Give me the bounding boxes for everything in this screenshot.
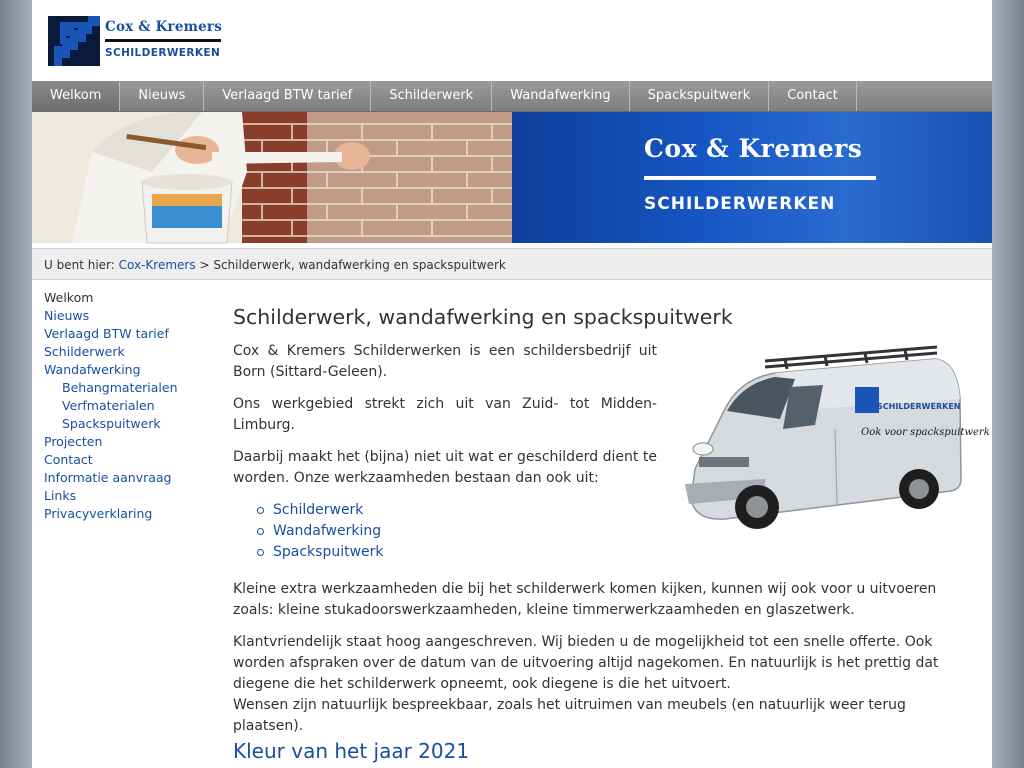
sidebar-item-schilderwerk[interactable]: Schilderwerk: [44, 344, 125, 359]
nav-item-spackspuitwerk[interactable]: Spackspuitwerk: [630, 81, 770, 111]
nav-item-verlaagd-btw-tarief[interactable]: Verlaagd BTW tarief: [204, 81, 371, 111]
hero-banner: [32, 112, 992, 243]
nav-item-nieuws[interactable]: Nieuws: [120, 81, 204, 111]
main-navigation: [32, 81, 992, 112]
wishes-text: Wensen zijn natuurlijk bespreekbaar, zoals het uitruimen van meubels (en natuurlijk weer terug plaatsen).: [233, 697, 906, 734]
sidebar-item-projecten[interactable]: Projecten: [44, 434, 103, 449]
paragraph-extra-work: Kleine extra werkzaamheden die bij het schilderwerk komen kijken, kunnen wij ook voor u uitvoeren zoals: kleine stukadoorswerkzaamheden, kleine timmerwerkzaamheden en glaszetwerk.: [233, 581, 937, 618]
banner-divider: [644, 176, 876, 180]
nav-item-schilderwerk[interactable]: Schilderwerk: [371, 81, 492, 111]
van-slogan: Ook voor spackspuitwerk: [861, 427, 990, 438]
sidebar-item-informatie-aanvraag[interactable]: Informatie aanvraag: [44, 470, 172, 485]
page: [32, 0, 992, 768]
breadcrumb: [32, 248, 992, 280]
sidebar-item-verlaagd-btw-tarief[interactable]: Verlaagd BTW tarief: [44, 326, 169, 341]
circle-bullet-icon: [257, 507, 264, 514]
logo-company-name: Cox & Kremers: [105, 19, 223, 35]
sidebar-menu: [44, 289, 224, 523]
sidebar-item-verfmaterialen[interactable]: Verfmaterialen: [62, 398, 155, 413]
banner-brand-panel: [512, 112, 992, 243]
customer-text: Klantvriendelijk staat hoog aangeschreven. Wij bieden u de mogelijkheid tot een snelle offerte. Ook worden afspraken over de datum van de uitvoering altijd nagekomen. En natuurlijk is het prettig dat diegene die het schilderwerk opneemt, ook diegene is die het uitvoert.: [233, 634, 939, 692]
sidebar-item-spackspuitwerk[interactable]: Spackspuitwerk: [62, 416, 161, 431]
company-van-image: [665, 339, 990, 549]
main-content: [233, 303, 990, 763]
intro-paragraph: Daarbij maakt het (bijna) niet uit wat er geschilderd dient te worden. Onze werkzaamheden bestaan dan ook uit:: [233, 449, 657, 486]
services-list: [233, 500, 657, 563]
logo-tagline: SCHILDERWERKEN: [105, 47, 221, 59]
van-logo-text: SCHILDERWERKEN: [877, 402, 961, 411]
service-link-schilderwerk[interactable]: [257, 500, 657, 521]
body-text: [233, 579, 973, 748]
breadcrumb-home-link[interactable]: Cox-Kremers: [118, 258, 196, 272]
sidebar-item-behangmaterialen[interactable]: Behangmaterialen: [62, 380, 178, 395]
sidebar-item-wandafwerking[interactable]: Wandafwerking: [44, 362, 141, 377]
sidebar-item-contact[interactable]: Contact: [44, 452, 93, 467]
nav-item-contact[interactable]: Contact: [769, 81, 857, 111]
service-label: Schilderwerk: [273, 502, 364, 518]
banner-subtitle: SCHILDERWERKEN: [644, 194, 836, 214]
paragraph-customer: [233, 632, 973, 737]
section-heading-kleur: Kleur van het jaar 2021: [233, 739, 470, 763]
sidebar-item-links[interactable]: Links: [44, 488, 77, 503]
circle-bullet-icon: [257, 549, 264, 556]
sidebar-item-welkom[interactable]: Welkom: [44, 290, 94, 305]
banner-title: Cox & Kremers: [644, 134, 863, 163]
service-link-spackspuitwerk[interactable]: [257, 542, 657, 563]
nav-item-wandafwerking[interactable]: Wandafwerking: [492, 81, 629, 111]
logo-divider: [105, 39, 221, 42]
sidebar-item-nieuws[interactable]: Nieuws: [44, 308, 90, 323]
circle-bullet-icon: [257, 528, 264, 535]
site-logo[interactable]: [48, 16, 222, 66]
service-label: Spackspuitwerk: [273, 544, 384, 560]
breadcrumb-separator: >: [199, 258, 210, 272]
breadcrumb-prefix: U bent hier:: [44, 258, 115, 272]
page-title: Schilderwerk, wandafwerking en spackspuitwerk: [233, 305, 733, 329]
intro-block: [233, 341, 657, 563]
painter-photo: [32, 112, 512, 243]
header: [32, 0, 992, 81]
service-link-wandafwerking[interactable]: [257, 521, 657, 542]
intro-paragraph: Ons werkgebied strekt zich uit van Zuid- tot Midden-Limburg.: [233, 396, 657, 433]
service-label: Wandafwerking: [273, 523, 382, 539]
breadcrumb-current: Schilderwerk, wandafwerking en spackspuitwerk: [213, 258, 506, 272]
nav-item-welkom[interactable]: Welkom: [32, 81, 120, 111]
sidebar-item-privacyverklaring[interactable]: Privacyverklaring: [44, 506, 153, 521]
intro-paragraph: Cox & Kremers Schilderwerken is een schildersbedrijf uit Born (Sittard-Geleen).: [233, 343, 657, 380]
